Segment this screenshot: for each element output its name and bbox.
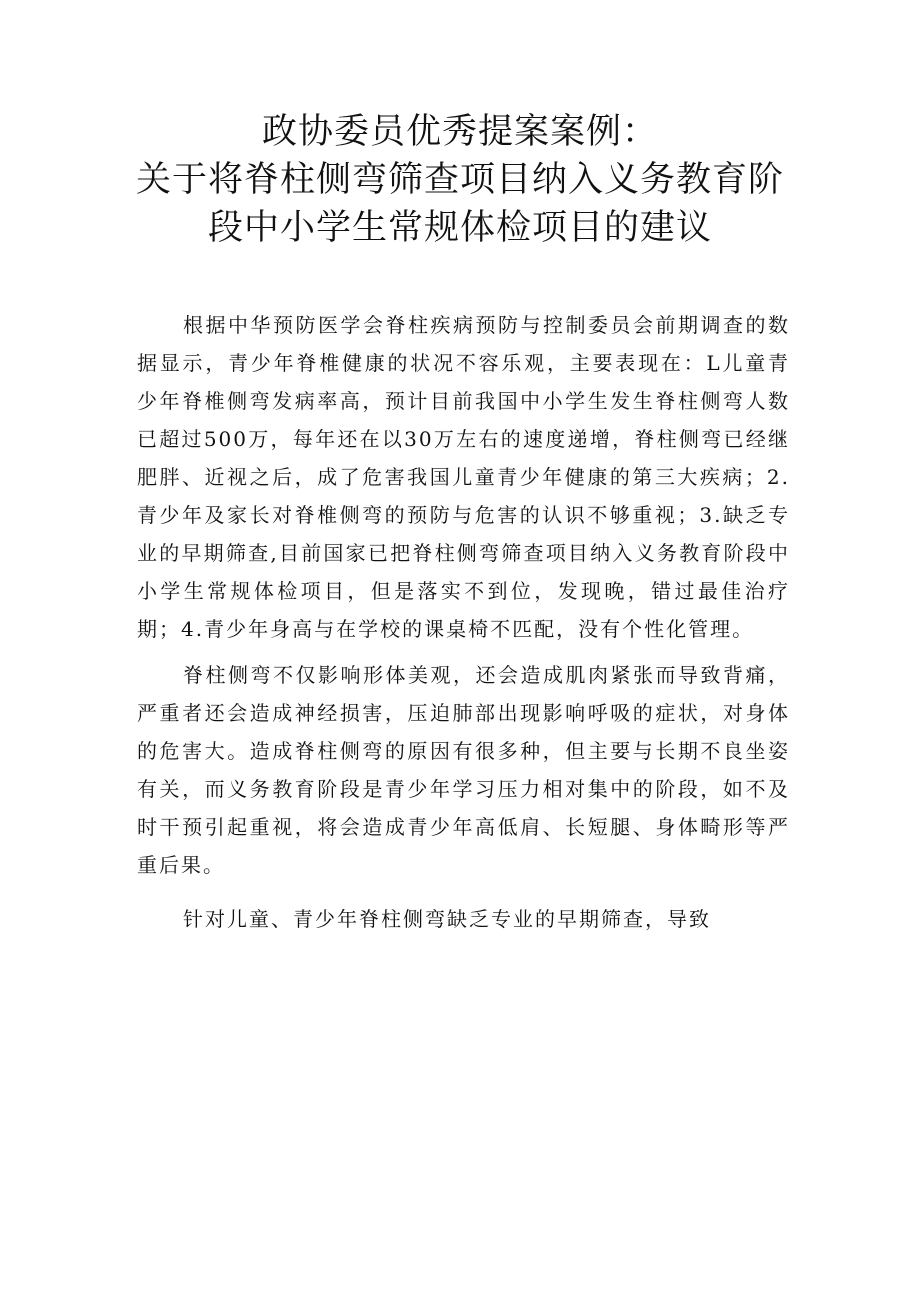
title-line-2: 关于将脊柱侧弯筛查项目纳入义务教育阶 xyxy=(135,160,784,200)
document-title xyxy=(120,108,800,252)
paragraph-screening-intro: 针对儿童、青少年脊柱侧弯缺乏专业的早期筛查，导致 xyxy=(183,907,711,931)
paragraph-survey-findings: 根据中华预防医学会脊柱疾病预防与控制委员会前期调查的数据显示，青少年脊椎健康的状况不容乐观，主要表现在：L儿童青少年脊椎侧弯发病率高，预计目前我国中小学生发生脊柱侧弯人数已超过500万，每年还在以30万左右的速度递增，脊柱侧弯已经继肥胖、近视之后，成了危害我国儿童青少年健康的第三大疾病；2.青少年及家长对脊椎侧弯的预防与危害的认识不够重视；3.缺乏专业的早期筛查,目前国家已把脊柱侧弯筛查项目纳入义务教育阶段中小学生常规体检项目，但是落实不到位，发现晚，错过最佳治疗期；4.青少年身高与在学校的课桌椅不匹配，没有个性化管理。 xyxy=(137,313,790,641)
title-line-3: 段中小学生常规体检项目的建议 xyxy=(207,208,712,248)
title-line-1: 政协委员优秀提案案例： xyxy=(261,112,658,152)
paragraph-harm-and-causes: 脊柱侧弯不仅影响形体美观，还会造成肌肉紧张而导致背痛，严重者还会造成神经损害，压迫肺部出现影响呼吸的症状，对身体的危害大。造成脊柱侧弯的原因有很多种，但主要与长期不良坐姿有关，而义务教育阶段是青少年学习压力相对集中的阶段，如不及时干预引起重视，将会造成青少年高低肩、长短腿、身体畸形等严重后果。 xyxy=(137,663,790,877)
document-body xyxy=(137,306,790,946)
